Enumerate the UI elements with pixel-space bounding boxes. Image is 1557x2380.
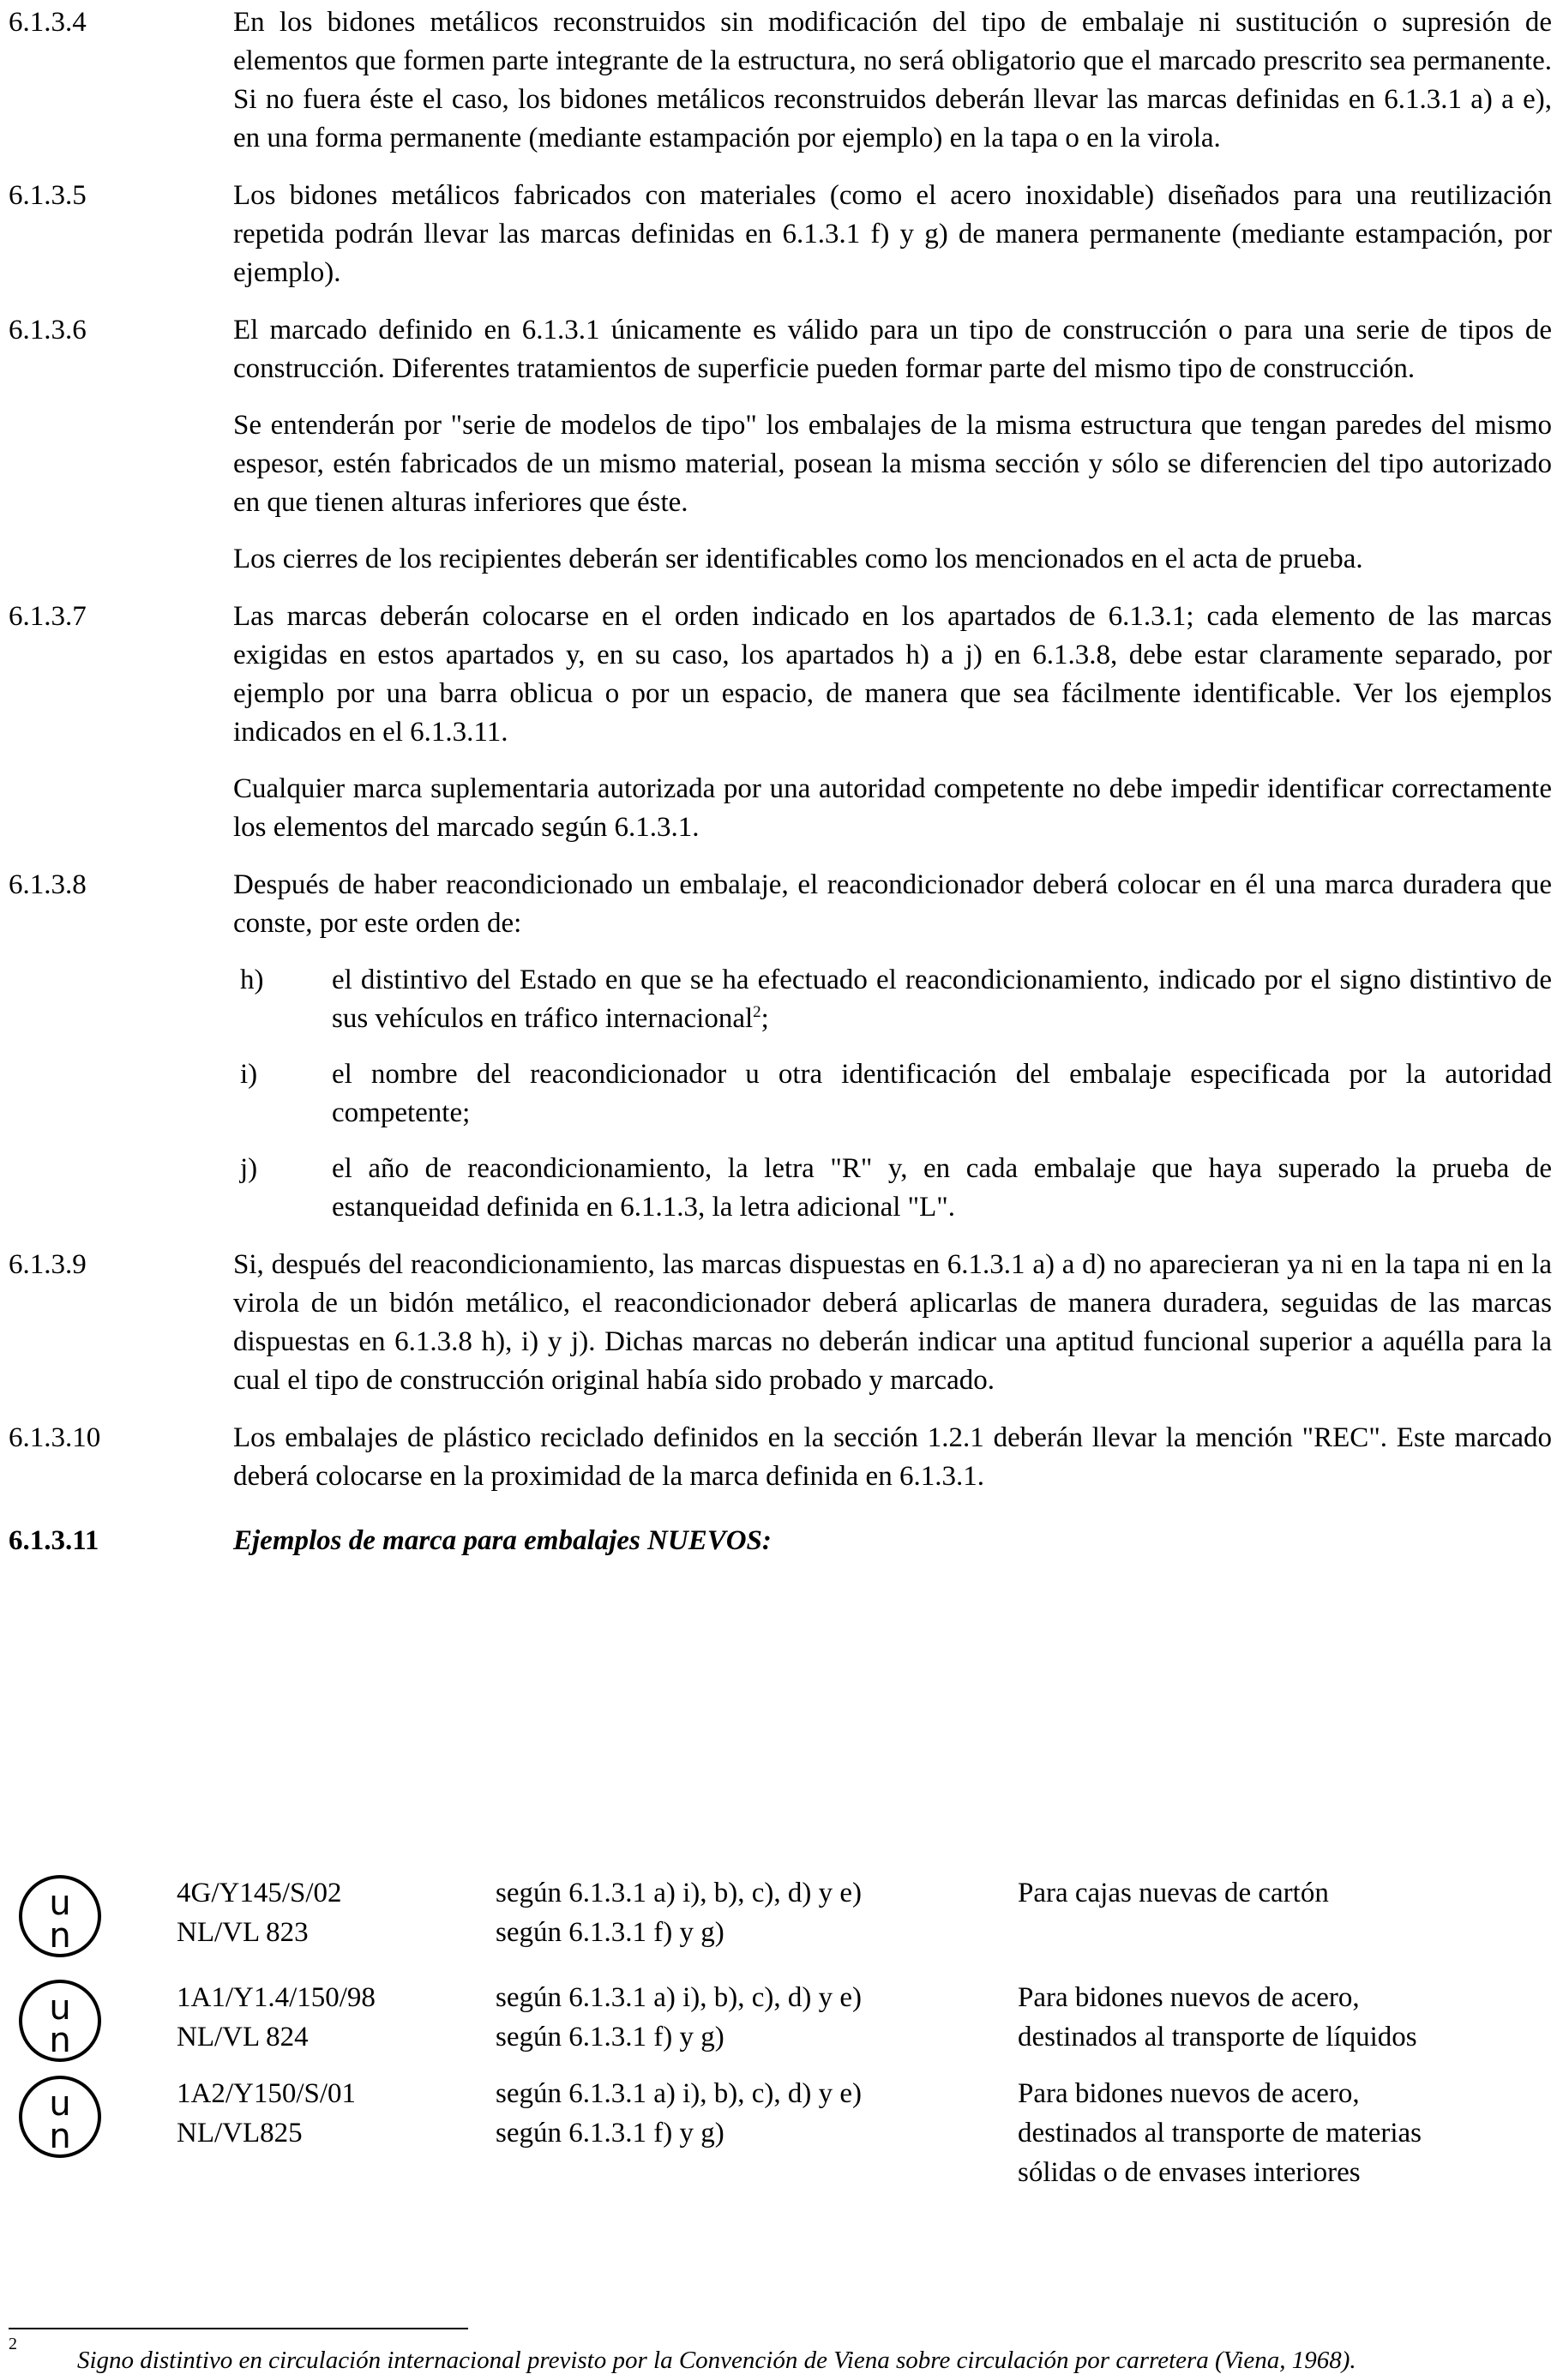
example-code: [177, 2074, 356, 2153]
section-6-1-3-4: [9, 3, 1555, 158]
reference-line: según 6.1.3.1 a) i), b), c), d) y e): [496, 2078, 863, 2109]
example-row: [9, 2074, 1552, 2194]
document-body: [9, 3, 1555, 1579]
paragraph: Cualquier marca suplementaria autorizada por una autoridad competente no debe impedir identificar correctamente los elementos del marcado según 6.1.3.1.: [233, 773, 1552, 843]
reference-line: según 6.1.3.1 f) y g): [496, 1917, 724, 1948]
section-number: 6.1.3.10: [9, 1422, 101, 1453]
list-item-body: el distintivo del Estado en que se ha efectuado el reacondicionamiento, indicado por el signo distintivo de sus vehículos en tráfico internacional: [332, 965, 1552, 1034]
section-6-1-3-5: [9, 177, 1555, 292]
paragraph: En los bidones metálicos reconstruidos sin modificación del tipo de embalaje ni sustitución o supresión de elementos que formen parte integrante de la estructura, no será obligatorio que el marcado prescrito sea permanente. Si no fuera éste el caso, los bidones metálicos reconstruidos deberán llevar las marcas definidas en 6.1.3.1 a) a e), en una forma permanente (mediante estampación por ejemplo) en la tapa o en la virola.: [233, 7, 1552, 153]
list-item-text: el nombre del reacondicionador u otra identificación del embalaje especificada por la autoridad competente;: [332, 1059, 1552, 1128]
section-number: 6.1.3.11: [9, 1525, 99, 1556]
example-description: [1018, 1873, 1329, 1913]
code-line: NL/VL 823: [177, 1917, 309, 1948]
footnote-ref[interactable]: 2: [753, 1003, 761, 1021]
svg-text:n: n: [49, 2021, 71, 2060]
example-row: [9, 1873, 1552, 1969]
description-line: destinados al transporte de materias: [1018, 2118, 1422, 2149]
section-number: 6.1.3.7: [9, 601, 87, 632]
reference-line: según 6.1.3.1 f) y g): [496, 2118, 724, 2149]
marking-list: [233, 961, 1552, 1227]
reference-line: según 6.1.3.1 a) i), b), c), d) y e): [496, 1878, 863, 1908]
list-letter: h): [240, 965, 264, 995]
un-packaging-symbol-icon: [17, 1873, 103, 1959]
footnote-separator: [9, 2328, 468, 2329]
reference-line: según 6.1.3.1 a) i), b), c), d) y e): [496, 1982, 863, 2013]
un-packaging-symbol-icon: [17, 1978, 103, 2064]
code-line: NL/VL 824: [177, 2022, 309, 2052]
example-reference: [496, 1873, 862, 1952]
list-item-text: el año de reacondicionamiento, la letra "R" y, en cada embalaje que haya superado la prueba de estanqueidad definida en 6.1.1.3, la letra adicional "L".: [332, 1153, 1552, 1223]
svg-text:u: u: [49, 1884, 71, 1923]
svg-text:n: n: [49, 2117, 71, 2156]
list-letter: j): [240, 1153, 258, 1184]
description-line: sólidas o de envases interiores: [1018, 2157, 1361, 2188]
section-6-1-3-8: [9, 866, 1555, 1227]
code-line: NL/VL825: [177, 2118, 303, 2149]
section-6-1-3-10: [9, 1419, 1555, 1496]
example-description: [1018, 1978, 1417, 2057]
section-number: 6.1.3.8: [9, 869, 87, 900]
paragraph: Los embalajes de plástico reciclado definidos en la sección 1.2.1 deberán llevar la mención "REC". Este marcado deberá colocarse en la proximidad de la marca definida en 6.1.3.1.: [233, 1422, 1552, 1492]
description-line: Para bidones nuevos de acero,: [1018, 1982, 1360, 2013]
list-item-tail: ;: [760, 1003, 769, 1034]
paragraph: Las marcas deberán colocarse en el orden indicado en los apartados de 6.1.3.1; cada elemento de las marcas exigidas en estos apartados y, en su caso, los apartados h) a j) en 6.1.3.8, debe estar claramente separado, por ejemplo por una barra oblicua o por un espacio, de manera que sea fácilmente identificable. Ver los ejemplos indicados en el 6.1.3.11.: [233, 601, 1552, 748]
un-packaging-symbol-icon: [17, 2074, 103, 2160]
list-item: [233, 1150, 1552, 1227]
example-description: [1018, 2074, 1422, 2192]
footnote-text: Signo distintivo en circulación internacional previsto por la Convención de Viena sobre circulación por carretera (Viena, 1968).: [77, 2347, 1356, 2374]
code-line: 1A2/Y150/S/01: [177, 2078, 357, 2109]
paragraph: Se entenderán por "serie de modelos de tipo" los embalajes de la misma estructura que tengan paredes del mismo espesor, estén fabricados de un mismo material, posean la misma sección y sólo se diferencien del tipo autorizado en que tienen alturas inferiores que éste.: [233, 410, 1552, 518]
description-line: destinados al transporte de líquidos: [1018, 2022, 1417, 2052]
section-6-1-3-11: [9, 1522, 1555, 1560]
list-item: [233, 961, 1552, 1038]
section-number: 6.1.3.9: [9, 1249, 87, 1280]
description-line: Para bidones nuevos de acero,: [1018, 2078, 1360, 2109]
description-line: Para cajas nuevas de cartón: [1018, 1878, 1329, 1908]
example-reference: [496, 1978, 862, 2057]
list-item-text: [332, 961, 1552, 1038]
examples-heading: Ejemplos de marca para embalajes NUEVOS:: [233, 1525, 772, 1556]
paragraph: Los bidones metálicos fabricados con materiales (como el acero inoxidable) diseñados para una reutilización repetida podrán llevar las marcas definidas en 6.1.3.1 f) y g) de manera permanente (mediante estampación, por ejemplo).: [233, 180, 1552, 288]
section-6-1-3-9: [9, 1246, 1555, 1400]
section-6-1-3-6: [9, 311, 1555, 579]
svg-text:u: u: [49, 1988, 71, 2028]
svg-text:u: u: [49, 2084, 71, 2124]
example-reference: [496, 2074, 862, 2153]
footnote-number: 2: [9, 2335, 17, 2353]
section-number: 6.1.3.6: [9, 315, 87, 346]
example-code: [177, 1978, 376, 2057]
example-code: [177, 1873, 342, 1952]
section-6-1-3-7: [9, 598, 1555, 847]
list-letter: i): [240, 1059, 258, 1090]
reference-line: según 6.1.3.1 f) y g): [496, 2022, 724, 2052]
example-row: [9, 1978, 1552, 2074]
section-number: 6.1.3.4: [9, 7, 87, 38]
paragraph: Si, después del reacondicionamiento, las marcas dispuestas en 6.1.3.1 a) a d) no aparecieran ya ni en la tapa ni en la virola de un bidón metálico, el reacondicionador deberá aplicarlas de manera duradera, seguidas de las marcas dispuestas en 6.1.3.8 h), i) y j). Dichas marcas no deberán indicar una aptitud funcional superior a aquélla para la cual el tipo de construcción original había sido probado y marcado.: [233, 1249, 1552, 1396]
paragraph: El marcado definido en 6.1.3.1 únicamente es válido para un tipo de construcción o para una serie de tipos de construcción. Diferentes tratamientos de superficie pueden formar parte del mismo tipo de construcción.: [233, 315, 1552, 384]
code-line: 4G/Y145/S/02: [177, 1878, 342, 1908]
list-item: [233, 1055, 1552, 1133]
paragraph: Los cierres de los recipientes deberán ser identificables como los mencionados en el acta de prueba.: [233, 544, 1363, 574]
paragraph: Después de haber reacondicionado un embalaje, el reacondicionador deberá colocar en él una marca duradera que conste, por este orden de:: [233, 869, 1552, 939]
code-line: 1A1/Y1.4/150/98: [177, 1982, 376, 2013]
section-number: 6.1.3.5: [9, 180, 87, 211]
marking-examples: [9, 1873, 1552, 2194]
svg-text:n: n: [49, 1916, 71, 1956]
